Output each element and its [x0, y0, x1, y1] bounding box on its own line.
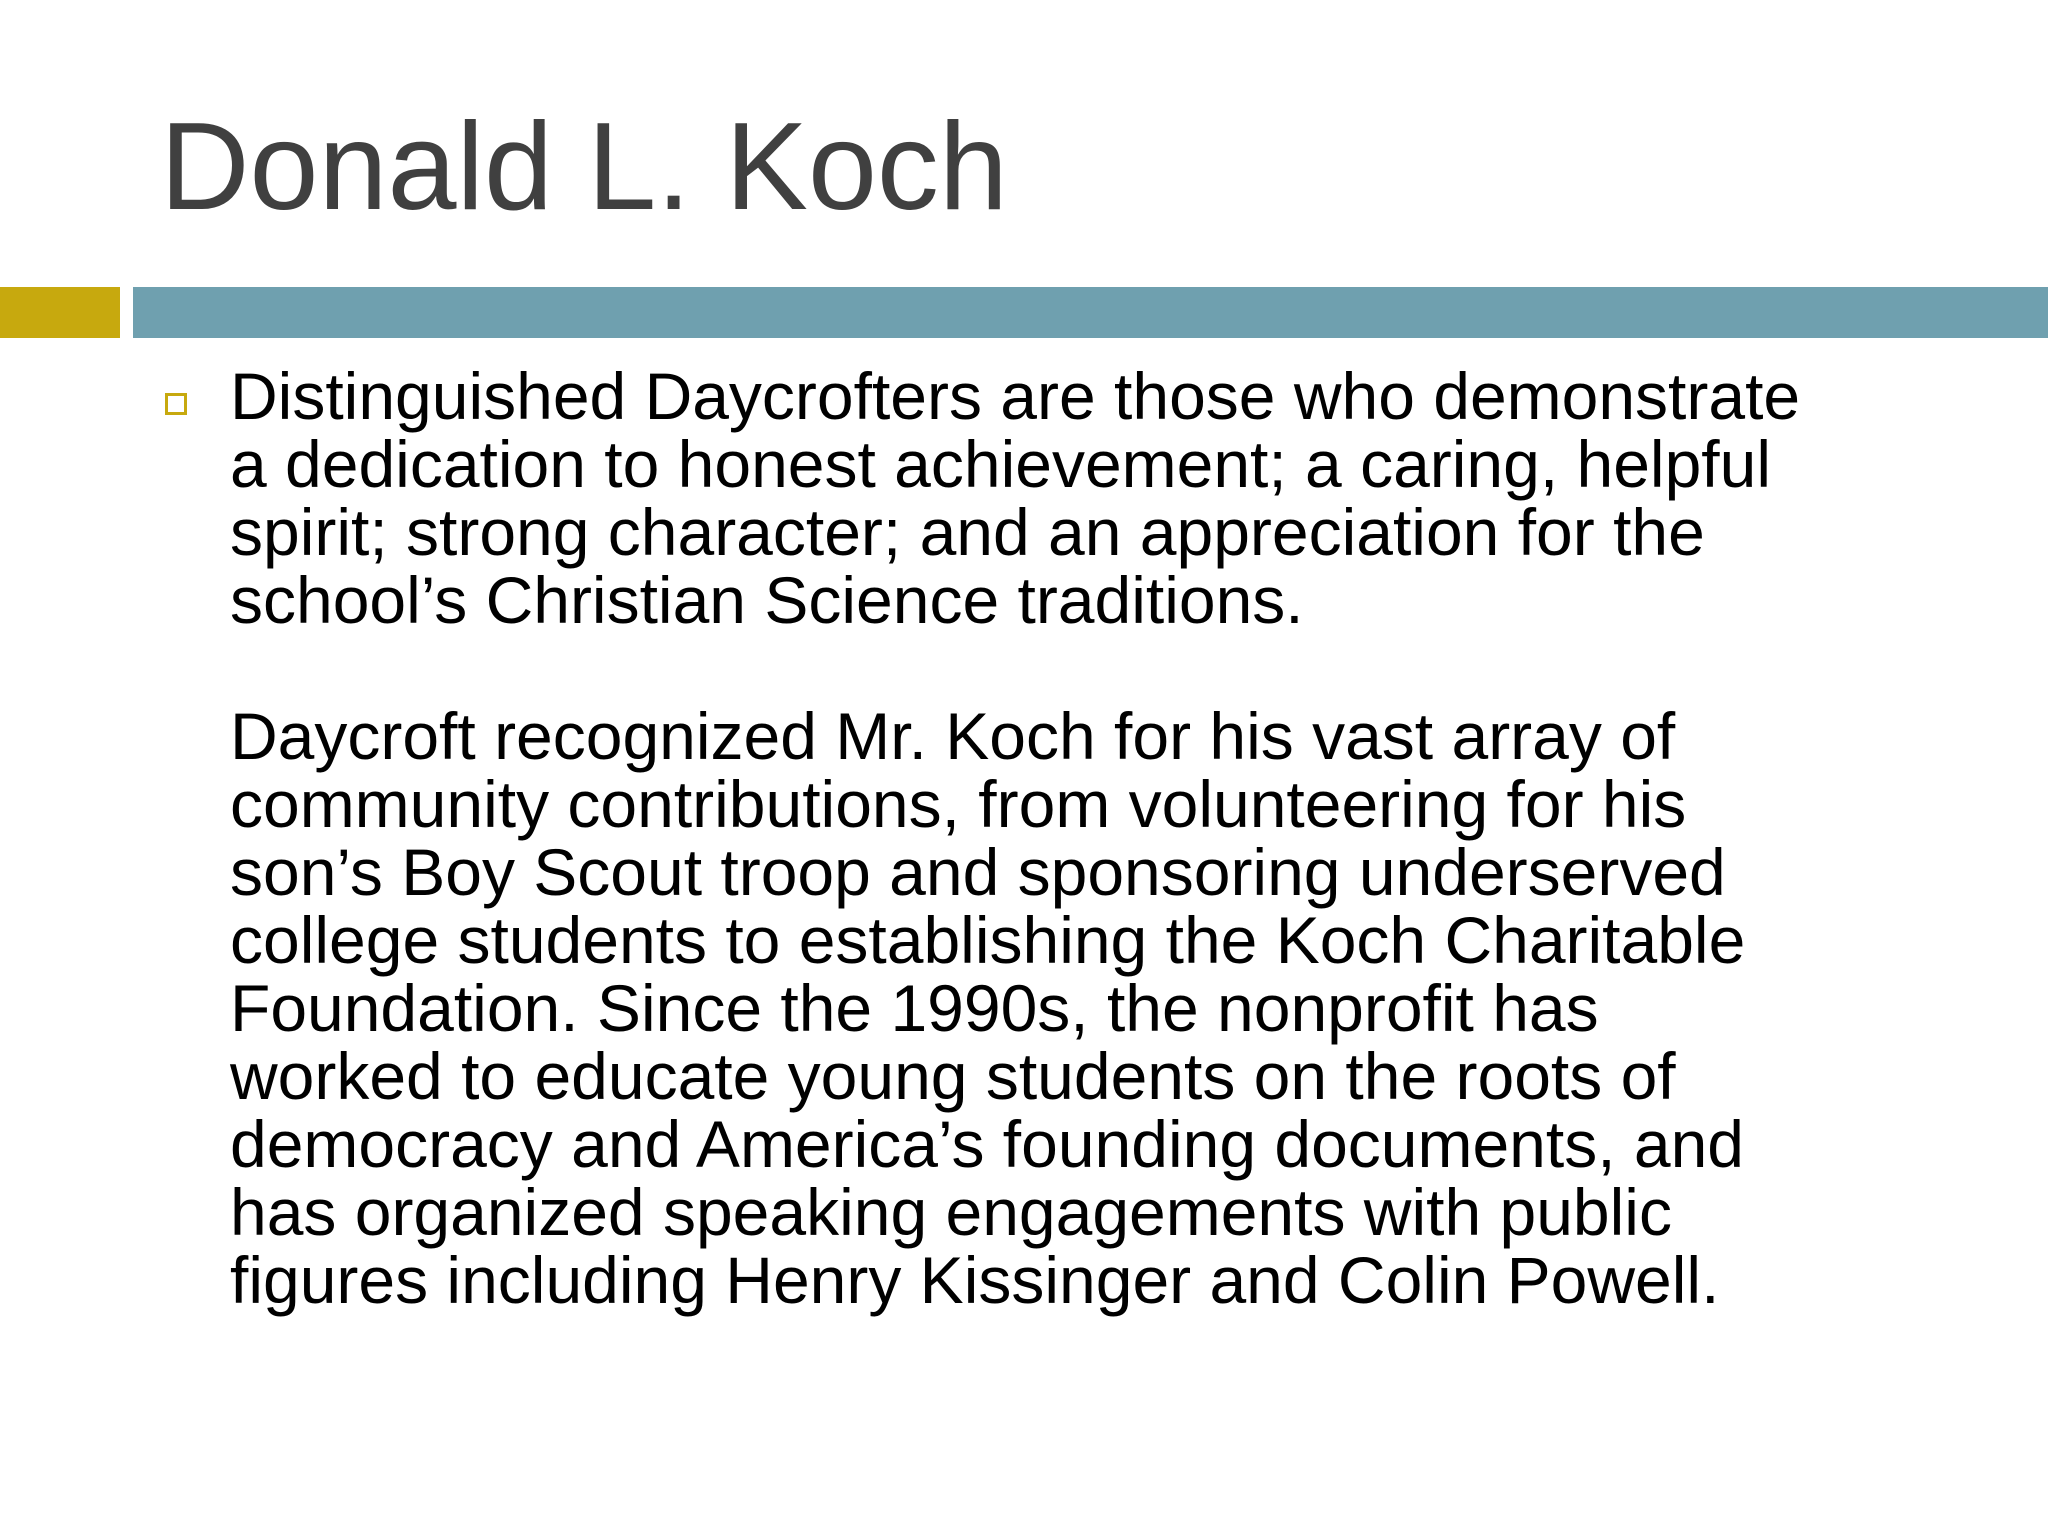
- text-line: figures including Henry Kissinger and Colin Powell.: [230, 1243, 1720, 1317]
- hollow-square-bullet-icon: [165, 393, 187, 415]
- text-line: a dedication to honest achievement; a caring, helpful: [230, 427, 1772, 501]
- accent-bar-gold: [0, 287, 120, 338]
- bullet-body: [230, 359, 1990, 1317]
- paragraph-spacer: [230, 634, 1990, 702]
- paragraph-recognition: [230, 699, 1990, 1317]
- text-line: Foundation. Since the 1990s, the nonprofit has: [230, 971, 1599, 1045]
- text-line: democracy and America’s founding documents, and: [230, 1107, 1745, 1181]
- paragraph-criteria: [230, 359, 1990, 637]
- slide-title: Donald L. Koch: [160, 98, 1008, 236]
- text-line: spirit; strong character; and an appreciation for the: [230, 495, 1705, 569]
- text-line: son’s Boy Scout troop and sponsoring underserved: [230, 835, 1726, 909]
- text-line: community contributions, from volunteering for his: [230, 767, 1687, 841]
- text-line: Distinguished Daycrofters are those who demonstrate: [230, 359, 1801, 433]
- text-line: school’s Christian Science traditions.: [230, 563, 1304, 637]
- text-line: Daycroft recognized Mr. Koch for his vast array of: [230, 699, 1676, 773]
- accent-bar-teal: [133, 287, 2048, 338]
- text-line: worked to educate young students on the roots of: [230, 1039, 1676, 1113]
- text-line: has organized speaking engagements with public: [230, 1175, 1672, 1249]
- text-line: college students to establishing the Koch Charitable: [230, 903, 1746, 977]
